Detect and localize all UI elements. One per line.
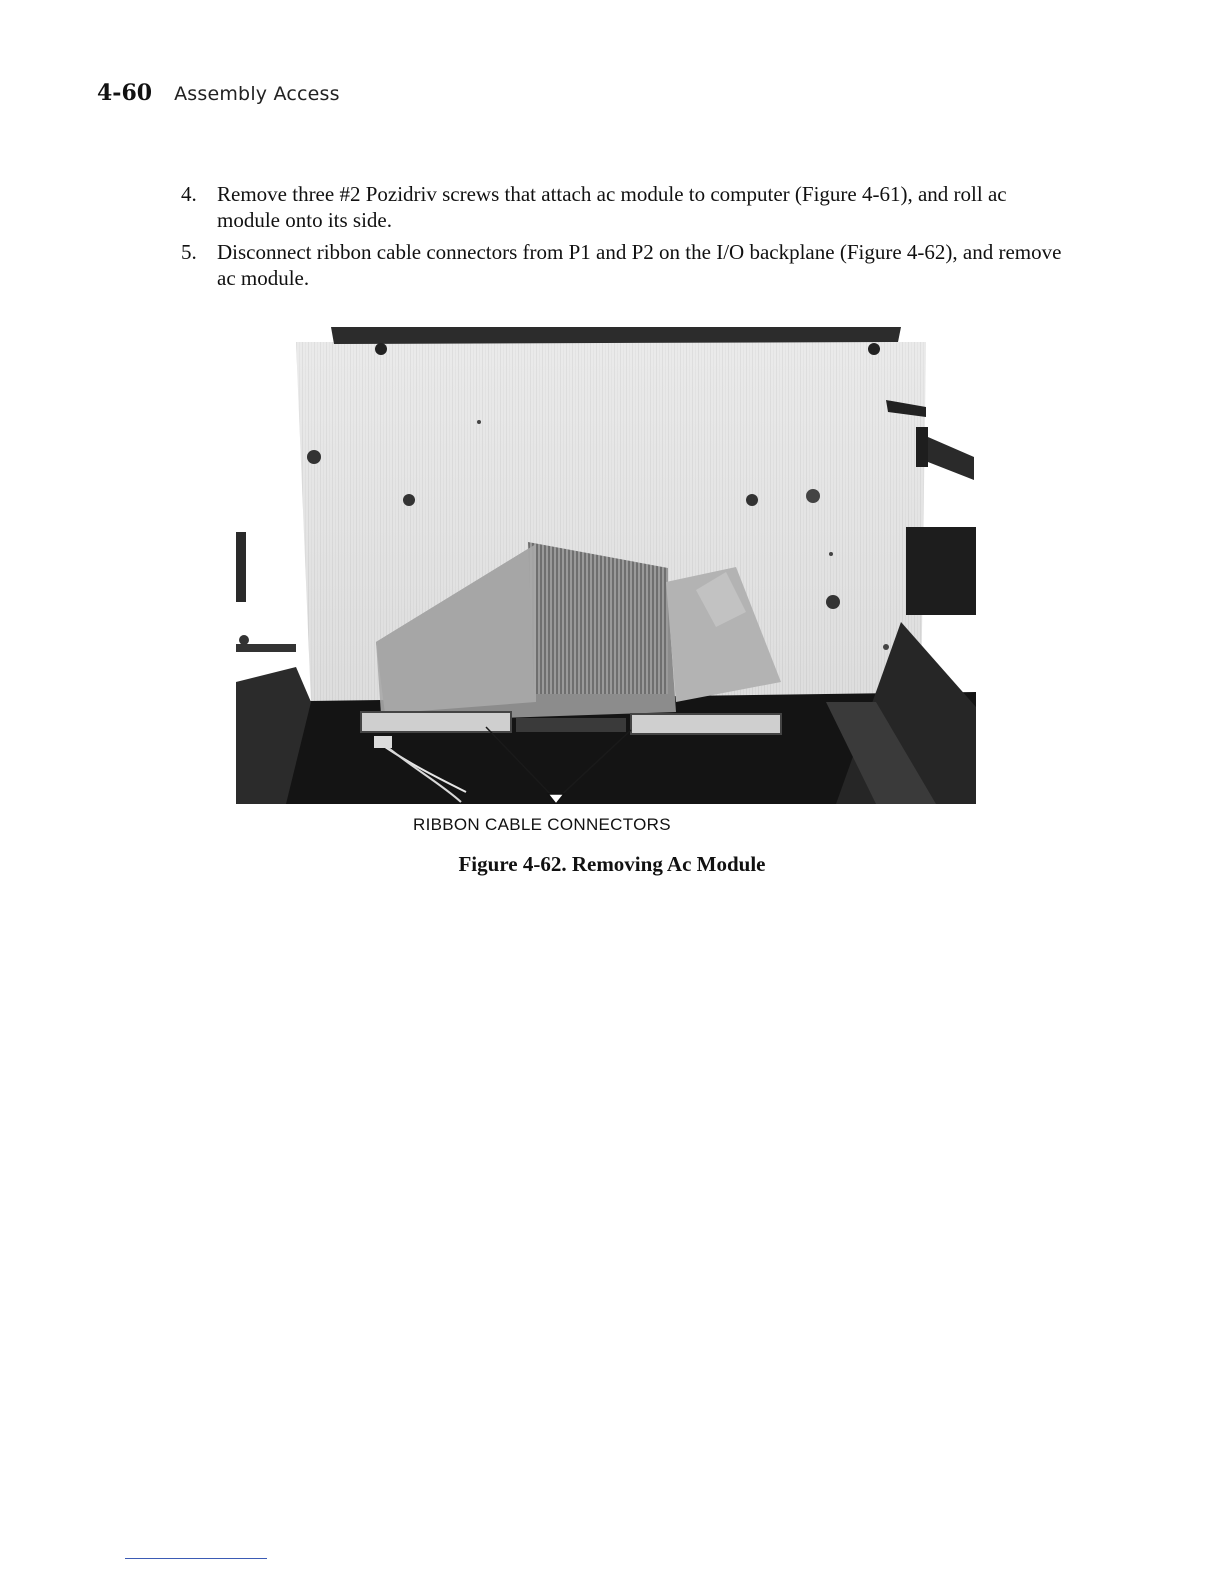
step-number: 4. xyxy=(181,182,197,206)
running-head xyxy=(97,80,340,106)
figure-caption: Figure 4-62. Removing Ac Module xyxy=(458,852,766,876)
step-number: 5. xyxy=(181,240,197,264)
step-item xyxy=(181,239,1066,291)
section-title: Assembly Access xyxy=(174,83,340,105)
page-number: 4-60 xyxy=(97,80,153,106)
callout-label: RIBBON CABLE CONNECTORS xyxy=(413,815,671,834)
ac-module-photo-illustration xyxy=(236,322,976,804)
step-text: Remove three #2 Pozidriv screws that attach ac module to computer (Figure 4-61), and roll ac module onto its side. xyxy=(217,182,1007,232)
ac-module-photo xyxy=(236,322,976,804)
step-text: Disconnect ribbon cable connectors from P1 and P2 on the I/O backplane (Figure 4-62), and remove ac module. xyxy=(217,240,1062,290)
step-item xyxy=(181,181,1066,233)
procedure-steps xyxy=(181,181,1066,297)
footer-rule xyxy=(125,1558,267,1559)
